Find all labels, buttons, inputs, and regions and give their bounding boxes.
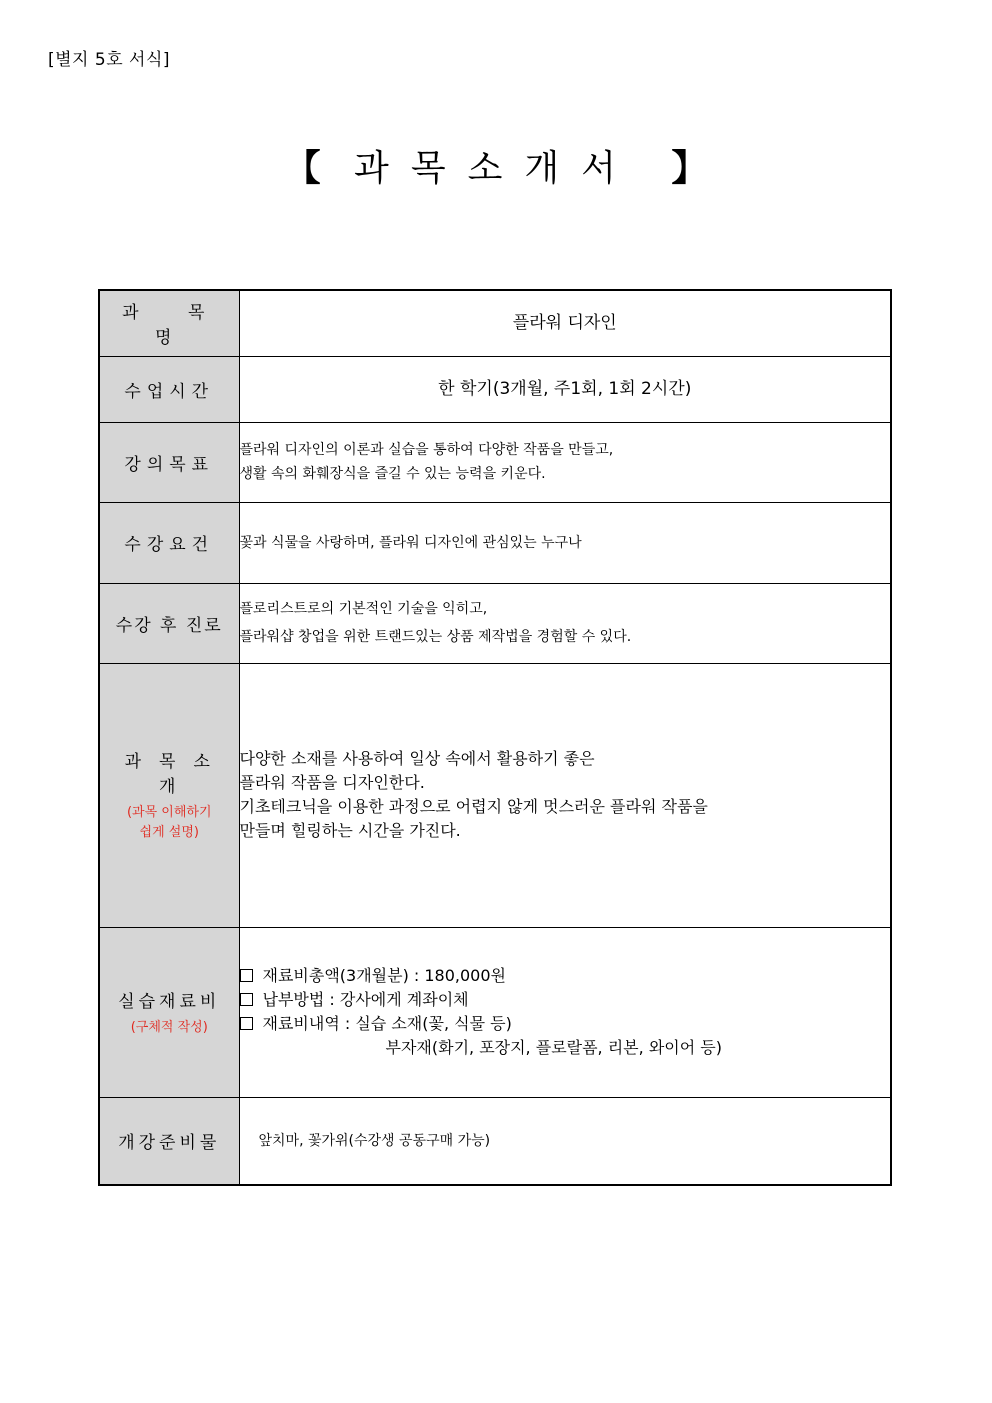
materials-item: 재료비총액(3개월분) : 180,000원 [240, 964, 891, 988]
label-objective: 강의목표 [99, 422, 239, 502]
title-close-bracket: 】 [671, 148, 708, 189]
introduction-note-line: (과목 이해하기 [126, 805, 212, 820]
label-preparation: 개강준비물 [99, 1097, 239, 1185]
title-open-bracket: 【 [284, 148, 321, 189]
row-requirements [99, 502, 891, 583]
label-class-time: 수업시간 [99, 356, 239, 422]
materials-item: 납부방법 : 강사에게 계좌이체 [240, 988, 891, 1012]
introduction-line: 다양한 소재를 사용하여 일상 속에서 활용하기 좋은 [239, 749, 595, 768]
label-career: 수강 후 진로 [99, 583, 239, 663]
value-introduction [239, 663, 891, 927]
objective-line: 생활 속의 화훼장식을 즐길 수 있는 능력을 키운다. [239, 466, 546, 482]
row-materials [99, 927, 891, 1097]
document-title [0, 140, 992, 191]
value-requirements: 꽃과 식물을 사랑하며, 플라워 디자인에 관심있는 누구나 [239, 502, 891, 583]
materials-note: (구체적 작성) [130, 1019, 208, 1035]
materials-item: 재료비내역 : 실습 소재(꽃, 식물 등) [240, 1012, 891, 1036]
value-objective [239, 422, 891, 502]
materials-continuation: 부자재(화기, 포장지, 플로랄폼, 리본, 와이어 등) [385, 1038, 722, 1057]
career-line: 플라워샵 창업을 위한 트랜드있는 상품 제작법을 경험할 수 있다. [239, 629, 632, 645]
checkbox-icon [240, 969, 253, 982]
row-course-name [99, 290, 891, 356]
label-course-name: 과 목 명 [99, 290, 239, 356]
label-materials: 실습재료비 (구체적 작성) [99, 927, 239, 1097]
introduction-note-line: 쉽게 설명) [139, 825, 199, 840]
label-introduction: 과목소개 (과목 이해하기 쉽게 설명) [99, 663, 239, 927]
row-objective [99, 422, 891, 502]
course-info-table [98, 289, 892, 1186]
value-course-name: 플라워 디자인 [239, 290, 891, 356]
introduction-line: 플라워 작품을 디자인한다. [239, 773, 425, 792]
title-text: 과목소개서 [354, 148, 638, 189]
row-career [99, 583, 891, 663]
value-preparation: 앞치마, 꽃가위(수강생 공동구매 가능) [239, 1097, 891, 1185]
value-class-time: 한 학기(3개월, 주1회, 1회 2시간) [239, 356, 891, 422]
row-preparation [99, 1097, 891, 1185]
introduction-line: 만들며 힐링하는 시간을 가진다. [239, 821, 461, 840]
row-introduction [99, 663, 891, 927]
checkbox-icon [240, 993, 253, 1006]
row-class-time [99, 356, 891, 422]
value-career [239, 583, 891, 663]
objective-line: 플라워 디자인의 이론과 실습을 통하여 다양한 작품을 만들고, [239, 442, 614, 458]
value-materials [239, 927, 891, 1097]
label-requirements: 수강요건 [99, 502, 239, 583]
career-line: 플로리스트로의 기본적인 기술을 익히고, [239, 601, 488, 617]
form-number: [별지 5호 서식] [48, 50, 170, 70]
checkbox-icon [240, 1017, 253, 1030]
introduction-line: 기초테크닉을 이용한 과정으로 어렵지 않게 멋스러운 플라워 작품을 [239, 797, 708, 816]
